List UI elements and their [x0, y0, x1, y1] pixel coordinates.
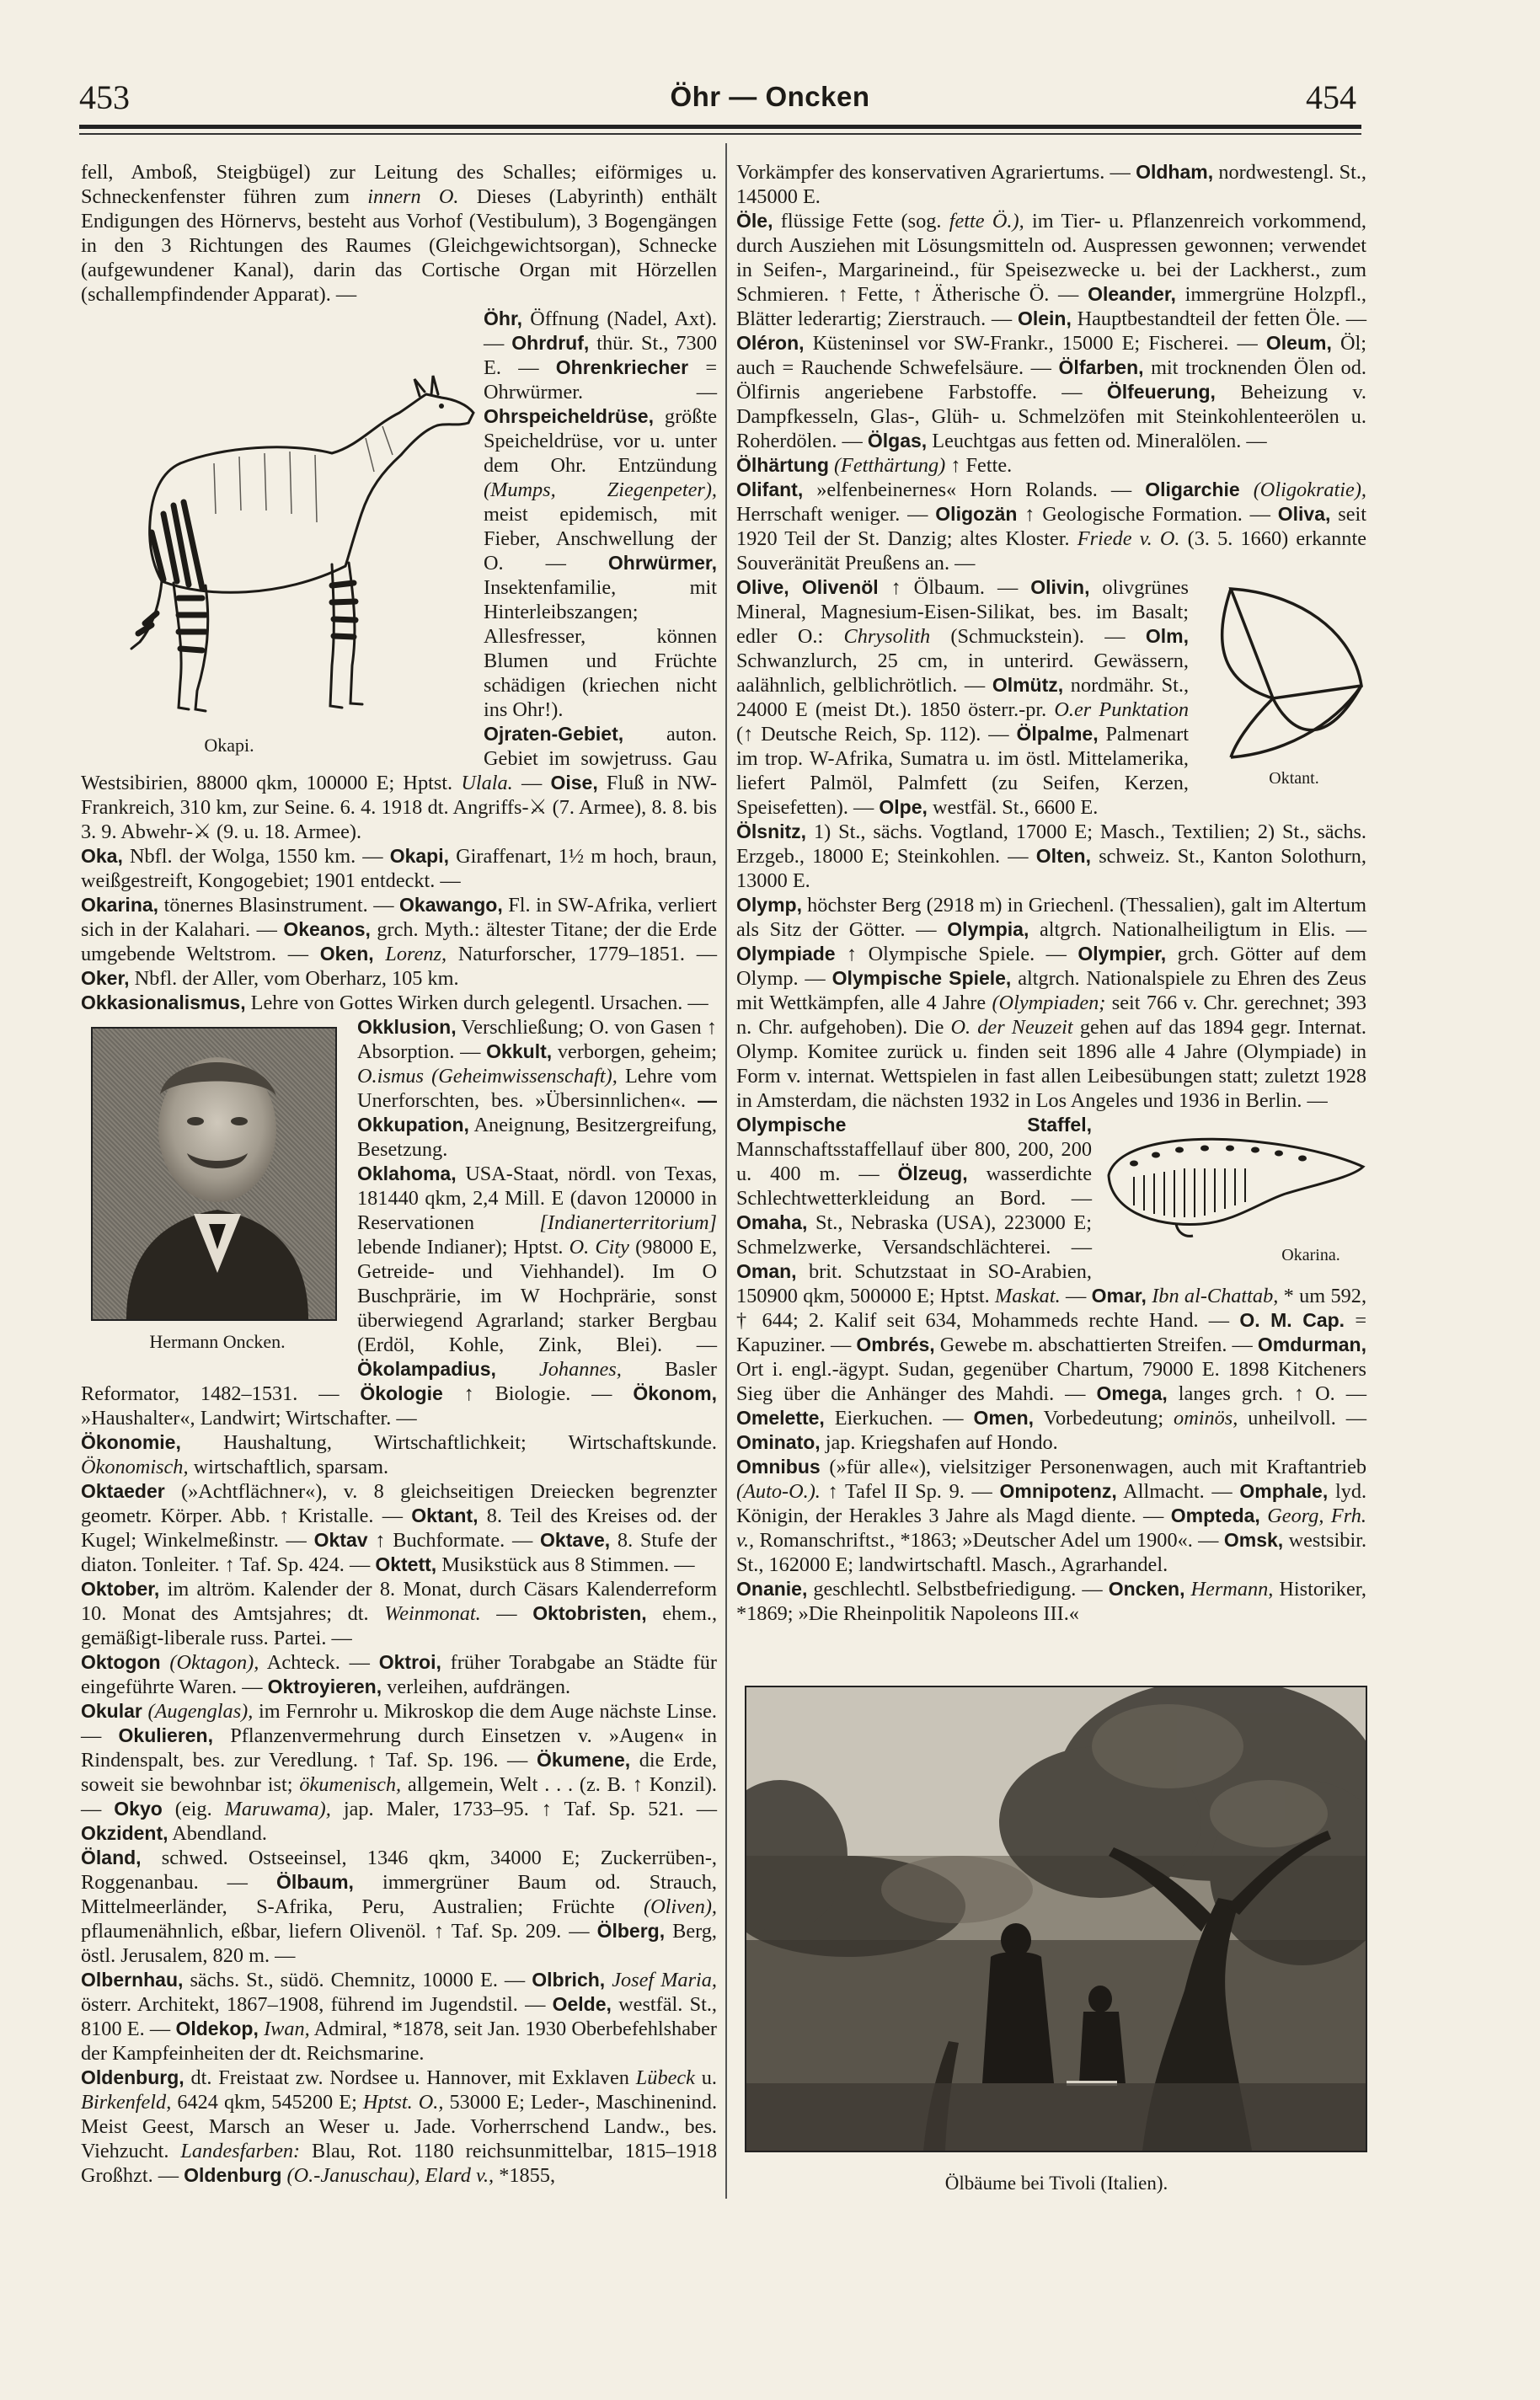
headword: Okzident,: [81, 1822, 168, 1844]
headword: Okyo: [114, 1798, 163, 1820]
headword: Okkasionalismus,: [81, 992, 246, 1013]
header-rule-thin: [79, 133, 1361, 135]
entry-text: Ölsnitz, 1) St., sächs. Vogtland, 17000 E; Masch., Textilien; 2) St., sächs. Erzgeb., 18000 E; Steinkohlen. — Olten, schweiz. St., Kanton Solothurn, 13000 E.: [736, 820, 1367, 892]
entry-text: Oldenburg, dt. Freistaat zw. Nordsee u. Hannover, mit Exklaven Lübeck u. Birkenfeld, 6424 qkm, 545200 E; Hptst. O., 53000 E; Leder-, Maschinenind. Meist Geest, Marsch an Weser u. Jade. Vorherrschend Landw., bes. Viehzucht. Landesfarben: Blau, Rot. 1180 reichsunmittelbar, 1815–1918 Großhzt. — Oldenburg (O.-Januschau), Elard v., *1855,: [81, 2066, 718, 2187]
okapi-caption: Okapi.: [204, 735, 254, 756]
entry-text: Oklahoma, USA-Staat, nördl. von Texas, 181440 qkm, 2,4 Mill. E (davon 120000 in Reservationen [Indianerterritorium] lebende Indianer); Hptst. O. City (98000 E, Getreide- und Viehhandel). Im O Buschprärie, im W Hochprärie, sonst überwiegend Agrarland; starker Bergbau (Erdöl, Kohle, Zink, Blei). — Ökolampadius, Johannes, Basler Reformator, 1482–1531. — Ökologie ↑ Biologie. — Ökonom, »Haushalter«, Landwirt; Wirtschafter. —: [81, 1163, 718, 1430]
headword: Ohrwürmer,: [607, 552, 717, 574]
entry-text: Öle, flüssige Fette (sog. fette Ö.), im Tier- u. Pflanzenreich vorkommend, durch Ausziehen mit Lösungsmitteln od. Auspressen gewonnen; verwendet in Seifen-, Margarineind., für Speisezwecke u. bei der Lackherst., zum Schmieren. ↑ Fette, ↑ Ätherische Ö. — Oleander, immergrüne Holzpfl., Blätter lederartig; Zierstrauch. — Olein, Hauptbestandteil der fetten Öle. — Oléron, Küsteninsel vor SW-Frankr., 15000 E; Fischerei. — Oleum, Öl; auch = Rauchende Schwefelsäure. — Ölfarben, mit trocknenden Ölen od. Ölfirnis angeriebene Farbstoffe. — Ölfeuerung, Beheizung v. Dampfkesseln, Glas-, Glüh- u. Schmelzöfen mit Steinkohlenteerölen u. Roherdölen. — Ölgas, Leuchtgas aus fetten od. Mineralölen. —: [736, 210, 1367, 452]
headword: Olympia,: [947, 918, 1029, 940]
headword: Oktav: [313, 1529, 368, 1551]
entry-text: Omnibus (»für alle«), vielsitziger Personenwagen, auch mit Kraftantrieb (Auto-O.). ↑ Tafel II Sp. 9. — Omnipotenz, Allmacht. — Omphale, lyd. Königin, der Herakles 3 Jahre als Magd diente. — Ompteda, Georg, Frh. v., Romanschriftst., *1863; »Deutscher Adel um 1900«. — Omsk, westsibir. St., 162000 E; landwirtschaftl. Masch., Agrarhandel.: [736, 1456, 1367, 1576]
headword: Oman,: [736, 1260, 797, 1282]
oktant-caption: Oktant.: [1269, 769, 1319, 788]
headword: Okular: [81, 1700, 142, 1722]
header-rule: [79, 125, 1361, 129]
headword: Omelette,: [736, 1407, 825, 1429]
okarina-figure: [1100, 1125, 1370, 1272]
headword: Omphale,: [1239, 1480, 1329, 1502]
entry-text: Oktober, im altröm. Kalender der 8. Monat, durch Cäsars Kalenderreform 10. Monat des Amtsjahres; dt. Weinmonat. — Oktobristen, ehem., gemäßigt-liberale russ. Partei. —: [81, 1578, 718, 1649]
headword: O. M. Cap.: [1239, 1309, 1345, 1331]
headword: Oleum,: [1265, 332, 1332, 354]
headword: Ölberg,: [596, 1920, 666, 1942]
entry-text: Vorkämpfer des konservativen Agrariertums. — Oldham, nordwestengl. St., 145000 E.: [736, 161, 1366, 208]
entry-text: Olive, Olivenöl ↑ Ölbaum. — Olivin, olivgrünes Mineral, Magnesium-Eisen-Silikat, bes. im Basalt; edler O.: Chrysolith (Schmuckstein). — Olm, Schwanzlurch, 25 cm, in unterird. Gewässern, aalähnlich, gelblichrötlich. — Olmütz, nordmähr. St., 24000 E (meist Dt.). 1850 österr.-pr. O.er Punktation (↑ Deutsche Reich, Sp. 112). — Ölpalme, Palmenart im trop. W-Afrika, Sumatra u. im östl. Mittelamerika, liefert Palmöl, Palmfett (zu Seifen, Kerzen, Speisefetten). — Olpe, westfäl. St., 6600 E.: [736, 576, 1190, 819]
headword: Omar,: [1091, 1285, 1147, 1307]
headword: Olm,: [1145, 625, 1189, 647]
entry-text: Öhr, Öffnung (Nadel, Axt). — Ohrdruf, thür. St., 7300 E. — Ohrenkriecher = Ohrwürmer. — Ohrspeicheldrüse, größte Speicheldrüse, vor u. unter dem Ohr. Entzündung (Mumps, Ziegenpeter), meist epidemisch, mit Fieber, Anschwellung der O. — Ohrwürmer, Insektenfamilie, mit Hinterleibszangen; Allesfresser, können Blumen und Früchte schädigen (kriechen nicht ins Ohr!).: [484, 307, 718, 721]
headword: Omen,: [973, 1407, 1035, 1429]
portrait-drawing: [93, 1029, 335, 1319]
headword: Omsk,: [1223, 1529, 1284, 1551]
headword: —Okkupation,: [357, 1089, 718, 1136]
portrait-figure: [91, 1027, 344, 1355]
headword: Oktett,: [375, 1553, 437, 1575]
headword: Ompteda,: [1170, 1505, 1260, 1526]
headword: Ökolampadius,: [357, 1358, 496, 1380]
running-title: Öhr — Oncken: [670, 81, 870, 112]
headword: Olmütz,: [992, 674, 1064, 696]
headword: Oldekop,: [175, 2018, 259, 2039]
headword: Olive, Olivenöl: [736, 576, 879, 598]
okarina-caption: Okarina.: [1281, 1246, 1340, 1264]
headword: Ölgas,: [867, 430, 928, 452]
page-number-right: 454: [1306, 78, 1356, 116]
headword: Oker,: [81, 967, 130, 989]
entry-text: Ökonomie, Haushaltung, Wirtschaftlichkeit; Wirtschaftskunde. Ökonomisch, wirtschaftlich, sparsam.: [81, 1431, 717, 1478]
headword: Olbernhau,: [81, 1969, 184, 1991]
headword: Olympier,: [1077, 943, 1167, 965]
headword: Ölpalme,: [1016, 723, 1099, 745]
headword: Oktaeder: [81, 1480, 165, 1502]
headword: Ominato,: [736, 1431, 821, 1453]
headword: Okarina,: [81, 894, 159, 916]
entry-text: Ölhärtung (Fetthärtung) ↑ Fette.: [736, 454, 1013, 477]
entry-text: Olymp, höchster Berg (2918 m) in Griechenl. (Thessalien), galt im Altertum als Sitz der Götter. — Olympia, altgrch. Nationalheiligtum in Elis. — Olympiade ↑ Olympische Spiele. — Olympier, grch. Götter auf dem Olymp. — Olympische Spiele, altgrch. Nationalspiele zu Ehren des Zeus mit Wettkämpfen, alle 4 Jahre (Olympiaden; seit 766 v. Chr. gerechnet; 393 n. Chr. aufgehoben). Die O. der Neuzeit gehen auf das 1894 gegr. Internat. Olymp. Komitee zurück u. finden seit 1896 alle 4 Jahre (Olympiade) in Form v. internat. Wettspielen in fast allen Leibesübungen statt; zuletzt 1928 in Amsterdam, die nächsten 1932 in Los Angeles und 1936 in Berlin. —: [736, 894, 1367, 1112]
headword: Oktroi,: [378, 1651, 441, 1673]
headword: Ölfarben,: [1058, 356, 1144, 378]
entry-text: Olympische Staffel, Mannschaftsstaffellauf über 800, 200, 200 u. 400 m. — Ölzeug, wasserdichte Schlechtwetterkleidung an Bord. — Omaha, St., Nebraska (USA), 223000 E; Schmelzwerke, Versandschlächterei. — Oman, brit. Schutzstaat in SO-Arabien, 150900 qkm, 500000 E; Hptst. Maskat. — Omar, Ibn al-Chattab, * um 592, † 644; 2. Kalif seit 634, Mohammeds rechte Hand. — O. M. Cap. = Kapuziner. — Ombrés, Gewebe m. abschattierten Streifen. — Omdurman, Ort i. engl.-ägypt. Sudan, gegenüber Chartum, 79000 E. 1898 Kitcheners Sieg über die Anhänger des Mahdi. — Omega, langes grch. ↑ O. — Omelette, Eierkuchen. — Omen, Vorbedeutung; ominös, unheilvoll. — Ominato, jap. Kriegshafen auf Hondo.: [736, 1114, 1367, 1454]
okapi-illustration: [79, 345, 477, 758]
headword: Oldham,: [1136, 161, 1214, 183]
headword: Oktober,: [81, 1578, 160, 1600]
headword: Ohrdruf,: [511, 332, 590, 354]
headword: Okapi,: [389, 845, 449, 867]
headword: Olbrich,: [532, 1969, 606, 1991]
headword: Öland,: [81, 1847, 142, 1868]
oktant-drawing: [1197, 580, 1370, 766]
left-column: [81, 160, 717, 2188]
headword: Oktant,: [411, 1505, 479, 1526]
headword: Ökumene,: [536, 1749, 631, 1771]
headword: Olivin,: [1030, 576, 1090, 598]
headword: Oldenburg,: [81, 2066, 184, 2088]
olive-trees-caption: Ölbäume bei Tivoli (Italien).: [944, 2173, 1168, 2194]
headword: Oelde,: [552, 1993, 612, 2015]
headword: Olymp,: [736, 894, 802, 916]
headword: Omnipotenz,: [999, 1480, 1117, 1502]
headword: Oise,: [550, 772, 598, 794]
entry-text: Okklusion, Verschließung; O. von Gasen ↑ Absorption. — Okkult, verborgen, geheim; O.ismus (Geheimwissenschaft), Lehre vom Unerforschten, bes. »Übersinnlichen«. —Okkupation, Aneignung, Besitzergreifung, Besetzung.: [357, 1016, 718, 1161]
headword: Ohrenkriecher: [555, 356, 689, 378]
headword: Ölfeuerung,: [1106, 381, 1216, 403]
column-divider: [725, 143, 727, 2199]
headword: Ölzeug,: [897, 1163, 968, 1184]
entry-text: Oka, Nbfl. der Wolga, 1550 km. — Okapi, Giraffenart, 1½ m hoch, braun, weißgestreift, Kongogebiet; 1901 entdeckt. —: [81, 845, 718, 892]
entry-text: Olbernhau, sächs. St., südö. Chemnitz, 10000 E. — Olbrich, Josef Maria, österr. Architekt, 1867–1908, führend im Jugendstil. — Oelde, westfäl. St., 8100 E. — Oldekop, Iwan, Admiral, *1878, seit Jan. 1930 Oberbefehlshaber der Kampfeinheiten der dt. Reichsmarine.: [81, 1969, 718, 2065]
headword: Ökologie: [360, 1382, 443, 1404]
right-column: [736, 160, 1366, 1626]
headword: Ohrspeicheldrüse,: [484, 405, 654, 427]
headword: Okeanos,: [283, 918, 371, 940]
headword: Oklahoma,: [357, 1163, 457, 1184]
entry-text: Olifant, »elfenbeinernes« Horn Rolands. — Oligarchie (Oligokratie), Herrschaft weniger. — Oligozän ↑ Geologische Formation. — Oliva, seit 1920 Teil der St. Danzig; altes Kloster. Friede v. O. (3. 5. 1660) erkannte Souveränität Preußens an. —: [736, 478, 1366, 575]
headword: Oken,: [319, 943, 374, 965]
headword: Omdurman,: [1257, 1334, 1366, 1355]
headword: Ökonomie,: [81, 1431, 181, 1453]
headword: Oncken,: [1108, 1578, 1185, 1600]
headword: Ojraten-Gebiet,: [484, 723, 624, 745]
olive-trees-figure: [745, 1686, 1368, 2194]
oktant-figure: [1197, 580, 1370, 791]
headword: Oliva,: [1277, 503, 1331, 525]
portrait-photo: [91, 1027, 337, 1321]
headword: Oka,: [81, 845, 123, 867]
page-number-left: 453: [79, 78, 130, 116]
headword: Ökonom,: [633, 1382, 717, 1404]
headword: Öle,: [736, 210, 773, 232]
headword: Olten,: [1035, 845, 1091, 867]
entry-text: Oktogon (Oktagon), Achteck. — Oktroi, früher Torabgabe an Städte für eingeführte Waren. — Oktroyieren, verleihen, aufdrängen.: [81, 1651, 718, 1698]
entry-text: Ojraten-Gebiet, auton. Gebiet im sowjetruss. Gau Westsibirien, 88000 qkm, 100000 E; Hptst. Ulala. — Oise, Fluß in NW-Frankreich, 310 km, zur Seine. 6. 4. 1918 dt. Angriffs-⚔ (7. Armee), 8. 8. bis 3. 9. Abwehr-⚔ (9. u. 18. Armee).: [81, 723, 718, 843]
headword: Oleander,: [1088, 283, 1176, 305]
headword: Ölsnitz,: [736, 820, 807, 842]
headword: Öhr,: [484, 307, 523, 329]
headword: Ombrés,: [856, 1334, 935, 1355]
headword: Omega,: [1096, 1382, 1168, 1404]
headword: Olympische Staffel,: [736, 1114, 1092, 1136]
olive-trees-photo: [745, 1686, 1367, 2152]
headword: Okawango,: [399, 894, 503, 916]
headword: Olein,: [1017, 307, 1072, 329]
headword: Oktave,: [540, 1529, 611, 1551]
headword: Okkult,: [486, 1040, 553, 1062]
headword: Olympiade: [736, 943, 836, 965]
headword: Oktroyieren,: [267, 1676, 382, 1697]
entry-text: Oktaeder (»Achtflächner«), v. 8 gleichseitigen Dreiecken begrenzter geometr. Körper. Abb. ↑ Kristalle. — Oktant, 8. Teil des Kreises od. der Kugel; Winkelmeßinstr. — Oktav ↑ Buchformate. — Oktave, 8. Stufe der diaton. Tonleiter. ↑ Taf. Sp. 424. — Oktett, Musikstück aus 8 Stimmen. —: [81, 1480, 718, 1576]
entry-text: Okkasionalismus, Lehre von Gottes Wirken durch gelegentl. Ursachen. —: [81, 992, 709, 1014]
headword: Oligarchie: [1145, 478, 1240, 500]
headword: Oktogon: [81, 1651, 161, 1673]
entry-text: Okular (Augenglas), im Fernrohr u. Mikroskop die dem Auge nächste Linse. — Okulieren, Pflanzenvermehrung durch Einsetzen v. »Augen« in Rindenspalt, bes. zur Veredlung. ↑ Taf. Sp. 196. — Ökumene, die Erde, soweit sie bewohnbar ist; ökumenisch, allgemein, Welt . . . (z. B. ↑ Konzil). — Okyo (eig. Maruwama), jap. Maler, 1733–95. ↑ Taf. Sp. 521. — Okzident, Abendland.: [81, 1700, 718, 1845]
headword: Oléron,: [736, 332, 805, 354]
headword: Olympische Spiele,: [831, 967, 1012, 989]
entry-text: Okarina, tönernes Blasinstrument. — Okawango, Fl. in SW-Afrika, verliert sich in der Kalahari. — Okeanos, grch. Myth.: ältester Titane; der die Erde umgebende Weltstrom. — Oken, Lorenz, Naturforscher, 1779–1851. — Oker, Nbfl. der Aller, vom Oberharz, 105 km.: [81, 894, 717, 990]
headword: Omaha,: [736, 1211, 808, 1233]
portrait-caption: Hermann Oncken.: [149, 1331, 286, 1352]
headword: Ölhärtung: [736, 454, 829, 476]
headword: Onanie,: [736, 1578, 808, 1600]
headword: Ölbaum,: [275, 1871, 354, 1893]
headword: Olpe,: [879, 796, 928, 818]
headword: Olifant,: [736, 478, 804, 500]
headword: Oldenburg: [184, 2164, 282, 2186]
headword: Oligozän: [935, 503, 1018, 525]
headword: Okklusion,: [357, 1016, 457, 1038]
okapi-drawing: [79, 345, 477, 733]
okarina-drawing: [1100, 1125, 1370, 1243]
entry-text: Öland, schwed. Ostseeinsel, 1346 qkm, 34000 E; Zuckerrüben-, Roggenanbau. — Ölbaum, immergrüner Baum od. Strauch, Mittelmeerländer, S-Afrika, Peru, Australien; Früchte (Oliven), pflaumenähnlich, eßbar, liefern Olivenöl. ↑ Taf. Sp. 209. — Ölberg, Berg, östl. Jerusalem, 820 m. —: [81, 1847, 718, 1967]
entry-text: fell, Amboß, Steigbügel) zur Leitung des Schalles; eiförmiges u. Schneckenfenster führen zum innern O. Dieses (Labyrinth) enthält Endigungen des Hörnervs, besteht aus Vorhof (Vestibulum), 3 Bogengängen in den 3 Richtungen des Raumes (Gleichgewichtsorgan), Schnecke (aufgewundener Kanal), darin das Cortische Organ mit Hörzellen (schallempfindender Apparat). —: [81, 161, 717, 306]
headword: Oktobristen,: [532, 1602, 647, 1624]
headword: Omnibus: [736, 1456, 821, 1478]
olive-trees-drawing: [746, 1687, 1366, 2151]
headword: Okulieren,: [118, 1724, 213, 1746]
entry-text: Onanie, geschlechtl. Selbstbefriedigung. — Oncken, Hermann, Historiker, *1869; »Die Rheinpolitik Napoleons III.«: [736, 1578, 1366, 1625]
